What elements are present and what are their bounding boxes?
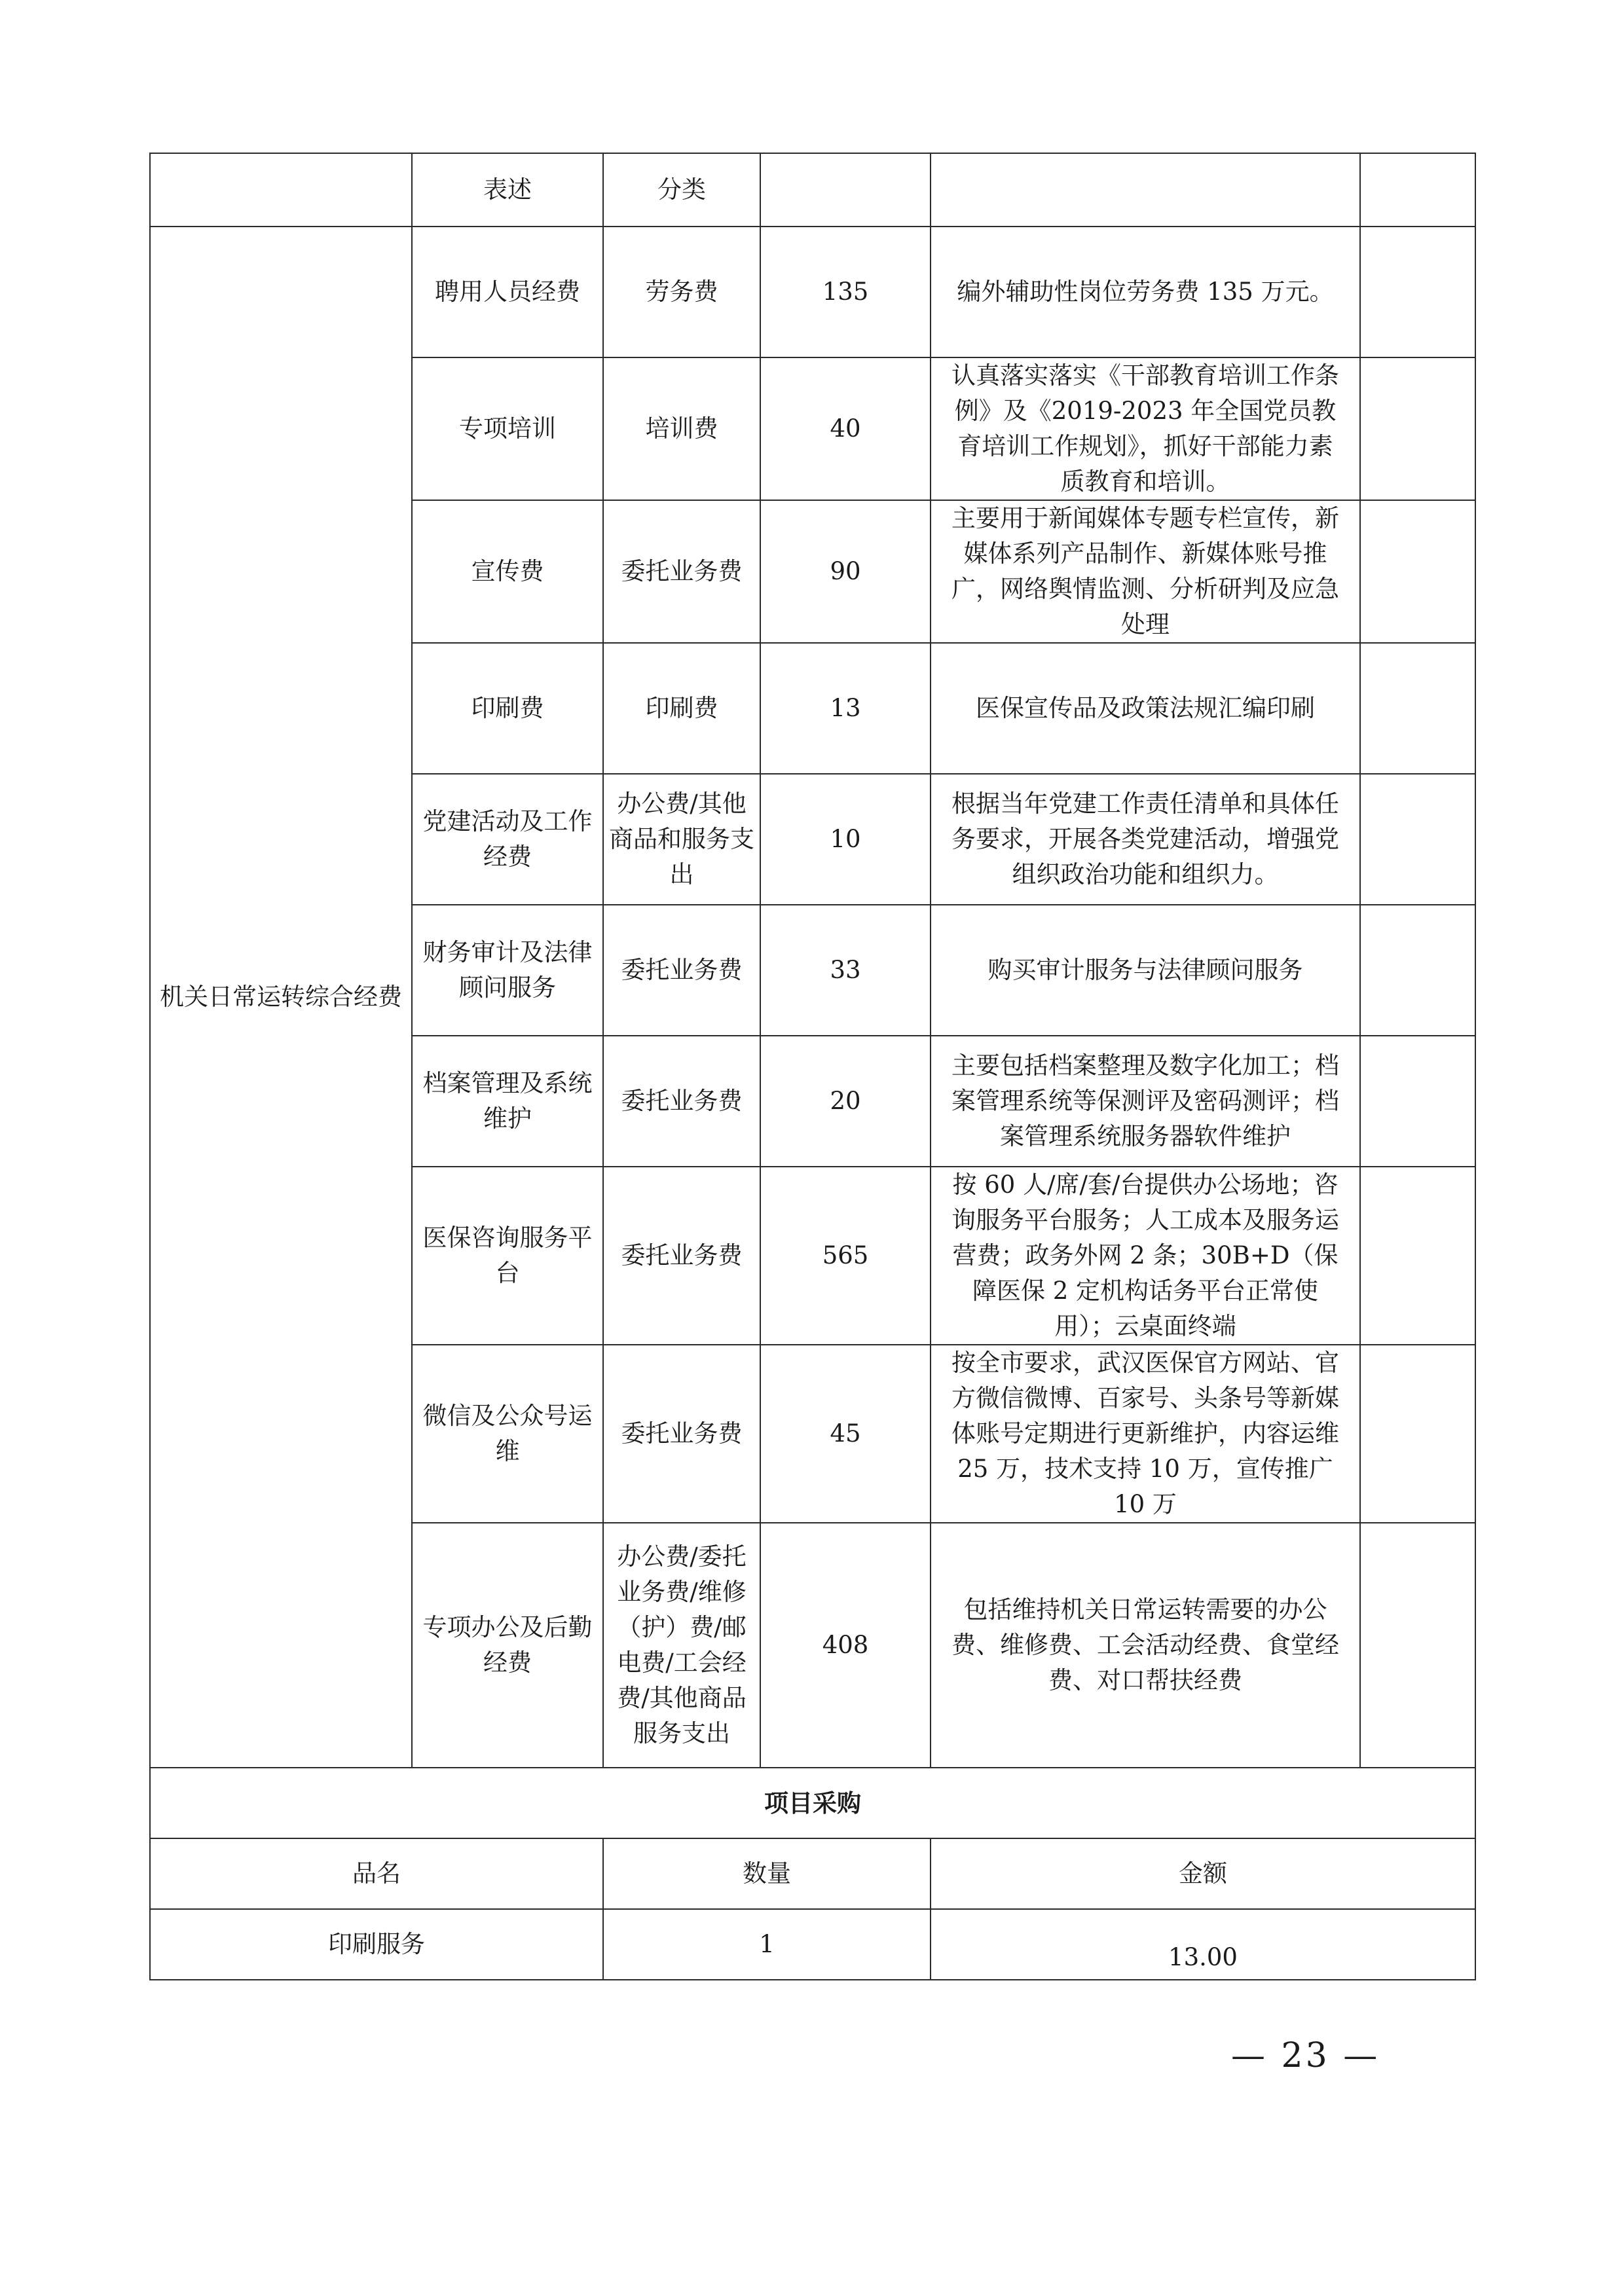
- remarks-cell: [1360, 1036, 1475, 1167]
- table-row: [150, 227, 1475, 357]
- item-amount: 20: [760, 1036, 931, 1167]
- procurement-row: [150, 1909, 1475, 1980]
- item-description: 包括维持机关日常运转需要的办公费、维修费、工会活动经费、食堂经费、对口帮扶经费: [931, 1523, 1360, 1768]
- item-description: 按 60 人/席/套/台提供办公场地；咨询服务平台服务；人工成本及服务运营费；政务外网 2 条；30B+D（保障医保 2 定机构话务平台正常使用）；云桌面终端: [931, 1167, 1360, 1345]
- header-row: [150, 153, 1475, 227]
- procurement-column-header: 数量: [603, 1838, 931, 1909]
- item-description: 按全市要求，武汉医保官方网站、官方微信微博、百家号、头条号等新媒体账号定期进行更新维护，内容运维 25 万，技术支持 10 万，宣传推广 10 万: [931, 1345, 1360, 1523]
- item-amount: 10: [760, 774, 931, 905]
- item-amount: 45: [760, 1345, 931, 1523]
- item-name: 专项培训: [412, 357, 603, 500]
- procurement-column-header: 金额: [931, 1838, 1475, 1909]
- procurement-item-quantity: 1: [603, 1909, 931, 1980]
- remarks-cell: [1360, 774, 1475, 905]
- page-number: — 23 —: [1231, 2036, 1380, 2075]
- item-description: 编外辅助性岗位劳务费 135 万元。: [931, 227, 1360, 357]
- item-description: 根据当年党建工作责任清单和具体任务要求，开展各类党建活动，增强党组织政治功能和组织力。: [931, 774, 1360, 905]
- item-amount: 565: [760, 1167, 931, 1345]
- item-category: 劳务费: [603, 227, 760, 357]
- procurement-item-name: 印刷服务: [150, 1909, 603, 1980]
- item-name: 专项办公及后勤经费: [412, 1523, 603, 1768]
- procurement-item-amount: 13.00: [931, 1909, 1475, 1980]
- group-name-cell: 机关日常运转综合经费: [150, 227, 412, 1768]
- item-category: 委托业务费: [603, 1345, 760, 1523]
- item-description: 主要包括档案整理及数字化加工；档案管理系统等保测评及密码测评；档案管理系统服务器软件维护: [931, 1036, 1360, 1167]
- item-name: 党建活动及工作经费: [412, 774, 603, 905]
- item-name: 微信及公众号运维: [412, 1345, 603, 1523]
- header-description: 表述: [412, 153, 603, 227]
- item-category: 委托业务费: [603, 500, 760, 643]
- item-amount: 135: [760, 227, 931, 357]
- remarks-cell: [1360, 643, 1475, 774]
- remarks-cell: [1360, 1523, 1475, 1768]
- item-name: 档案管理及系统维护: [412, 1036, 603, 1167]
- item-name: 财务审计及法律顾问服务: [412, 905, 603, 1036]
- item-category: 委托业务费: [603, 905, 760, 1036]
- item-description: 认真落实落实《干部教育培训工作条例》及《2019-2023 年全国党员教育培训工作规划》，抓好干部能力素质教育和培训。: [931, 357, 1360, 500]
- budget-table: [149, 153, 1476, 1980]
- remarks-cell: [1360, 227, 1475, 357]
- remarks-cell: [1360, 500, 1475, 643]
- item-name: 宣传费: [412, 500, 603, 643]
- procurement-header-row: [150, 1838, 1475, 1909]
- header-empty-cell: [931, 153, 1360, 227]
- item-name: 印刷费: [412, 643, 603, 774]
- item-category: 委托业务费: [603, 1167, 760, 1345]
- header-empty-cell: [760, 153, 931, 227]
- procurement-title: 项目采购: [150, 1768, 1475, 1838]
- item-amount: 90: [760, 500, 931, 643]
- header-category: 分类: [603, 153, 760, 227]
- item-category: 委托业务费: [603, 1036, 760, 1167]
- item-amount: 40: [760, 357, 931, 500]
- item-description: 医保宣传品及政策法规汇编印刷: [931, 643, 1360, 774]
- remarks-cell: [1360, 905, 1475, 1036]
- item-amount: 408: [760, 1523, 931, 1768]
- item-amount: 13: [760, 643, 931, 774]
- procurement-title-row: [150, 1768, 1475, 1838]
- item-category: 办公费/委托业务费/维修（护）费/邮电费/工会经费/其他商品服务支出: [603, 1523, 760, 1768]
- remarks-cell: [1360, 1167, 1475, 1345]
- item-amount: 33: [760, 905, 931, 1036]
- item-name: 医保咨询服务平台: [412, 1167, 603, 1345]
- item-description: 主要用于新闻媒体专题专栏宣传，新媒体系列产品制作、新媒体账号推广，网络舆情监测、分析研判及应急处理: [931, 500, 1360, 643]
- header-empty-cell: [1360, 153, 1475, 227]
- item-name: 聘用人员经费: [412, 227, 603, 357]
- remarks-cell: [1360, 1345, 1475, 1523]
- item-category: 印刷费: [603, 643, 760, 774]
- remarks-cell: [1360, 357, 1475, 500]
- item-description: 购买审计服务与法律顾问服务: [931, 905, 1360, 1036]
- header-empty-cell: [150, 153, 412, 227]
- procurement-column-header: 品名: [150, 1838, 603, 1909]
- item-category: 办公费/其他商品和服务支出: [603, 774, 760, 905]
- item-category: 培训费: [603, 357, 760, 500]
